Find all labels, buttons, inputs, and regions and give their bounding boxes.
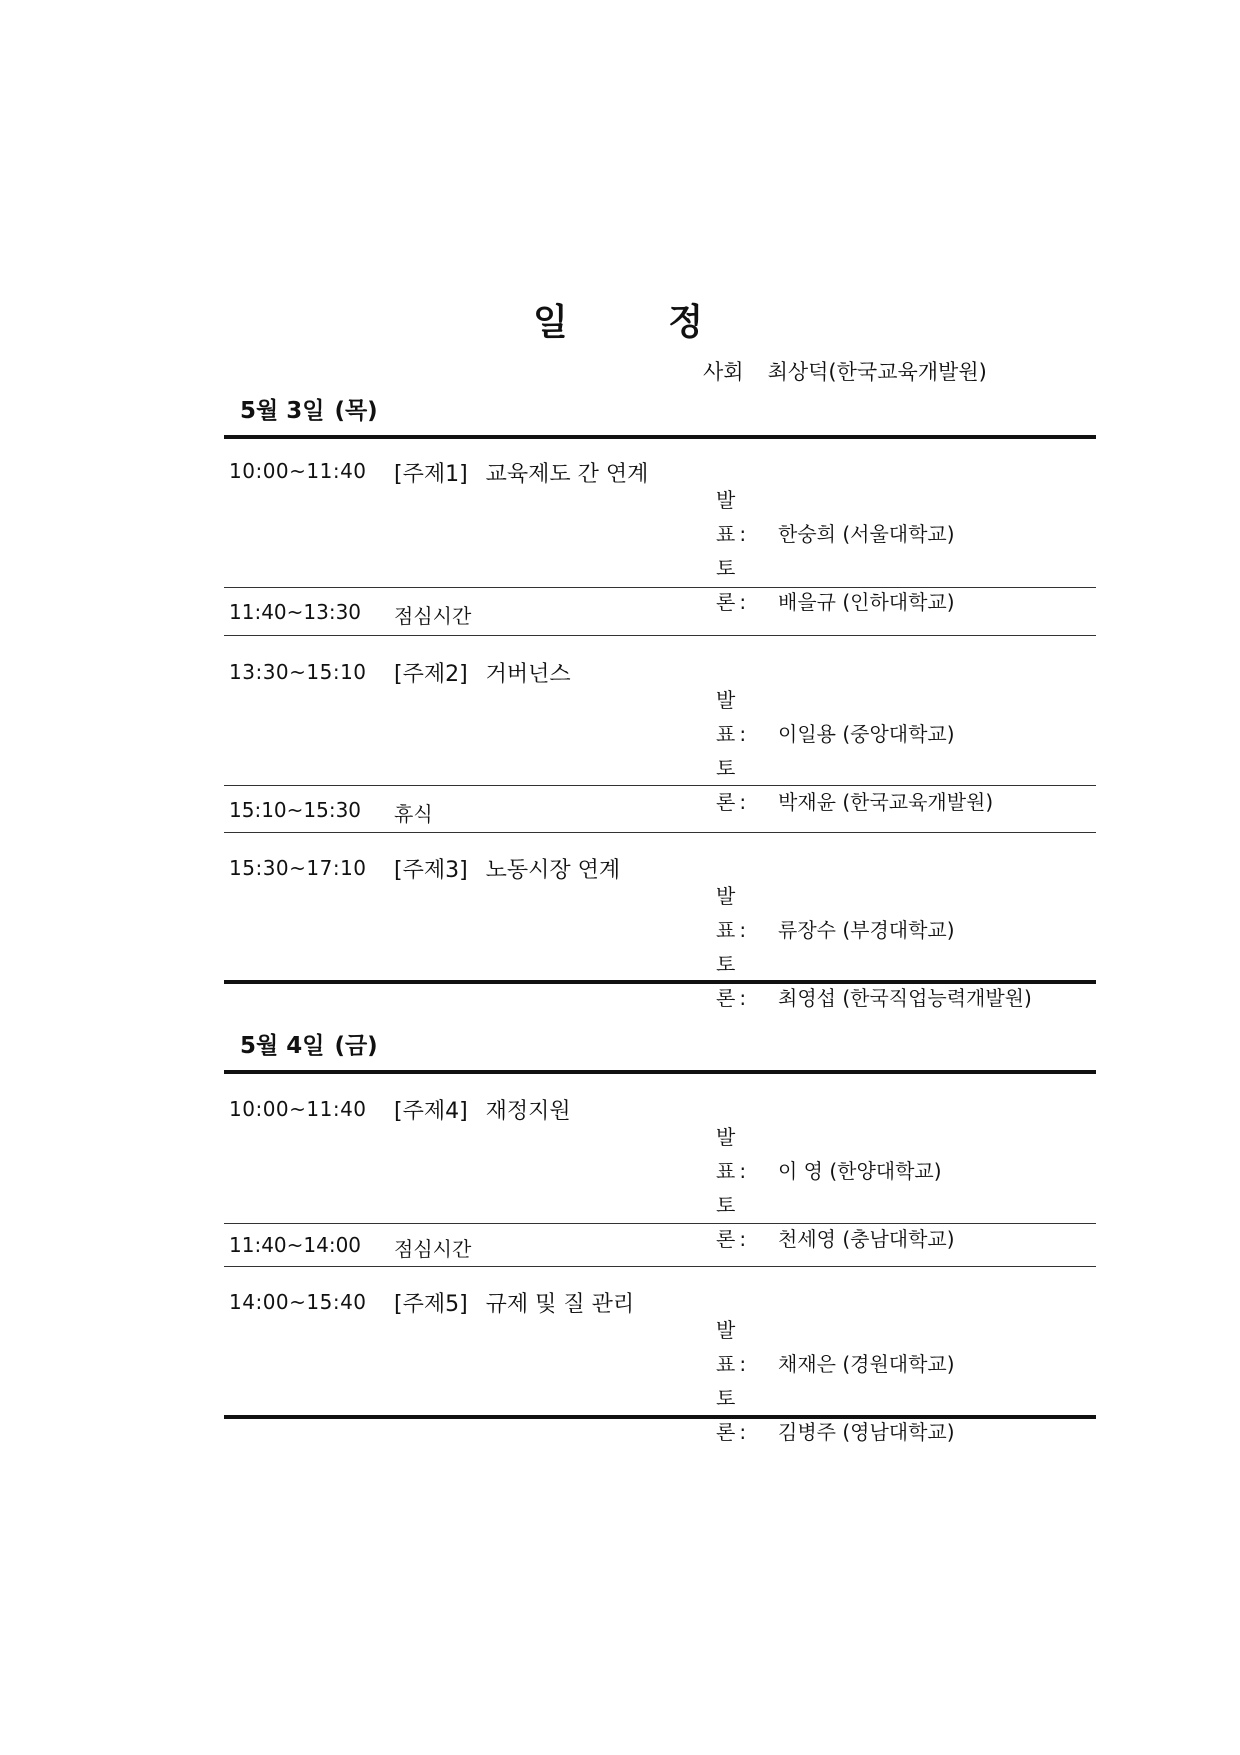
presenter-name: 류장수 (부경대학교): [778, 918, 955, 942]
discussant-line: [716, 947, 1032, 1015]
day-header: [224, 1030, 1096, 1070]
moderator: [703, 358, 987, 386]
presenter-role: 발 표:: [716, 688, 751, 746]
topic-title: 규제 및 질 관리: [485, 1292, 635, 1317]
session-row: [224, 833, 1096, 1010]
topic-tag: [주제3]: [394, 858, 468, 883]
break-row: [224, 1224, 1096, 1266]
discussant-role: 토 론:: [716, 756, 751, 814]
session-topic: [394, 1287, 634, 1318]
presenter-line: [716, 683, 993, 751]
topic-title: 거버넌스: [485, 662, 571, 687]
presenter-line: [716, 1313, 955, 1381]
discussant-name: 최영섭 (한국직업능력개발원): [778, 986, 1032, 1010]
day-schedule-1: [224, 395, 1096, 1010]
break-time: 11:40~14:00: [229, 1233, 362, 1257]
moderator-label: 사회: [703, 360, 744, 384]
day-weekday: (금): [334, 1033, 378, 1059]
topic-tag: [주제4]: [394, 1099, 468, 1124]
discussant-name: 천세영 (충남대학교): [778, 1227, 955, 1251]
presenter-role: 발 표:: [716, 1125, 751, 1183]
day-date: 5월 3일: [240, 398, 325, 424]
presenter-name: 한숭희 (서울대학교): [778, 522, 955, 546]
discussant-role: 토 론:: [716, 952, 751, 1010]
presenter-line: [716, 879, 1032, 947]
session-time: 13:30~15:10: [229, 660, 367, 684]
session-time: 10:00~11:40: [229, 459, 367, 483]
session-topic: [394, 657, 571, 688]
break-row: [224, 588, 1096, 635]
presenter-name: 이일용 (중앙대학교): [778, 722, 955, 746]
presenter-line: [716, 1120, 955, 1188]
break-row: [224, 786, 1096, 832]
session-row: [224, 1267, 1096, 1444]
session-topic: [394, 1094, 571, 1125]
section-bottom-rule: [224, 1415, 1096, 1419]
topic-tag: [주제2]: [394, 662, 468, 687]
presenter-role: 발 표:: [716, 488, 751, 546]
break-label: 점심시간: [394, 604, 472, 628]
discussant-line: [716, 1381, 955, 1449]
session-time: 15:30~17:10: [229, 856, 367, 880]
topic-title: 재정지원: [485, 1099, 571, 1124]
break-time: 15:10~15:30: [229, 798, 362, 822]
presenter-line: [716, 483, 955, 551]
break-time: 11:40~13:30: [229, 600, 362, 624]
presenter-name: 채재은 (경원대학교): [778, 1352, 955, 1376]
topic-title: 노동시장 연계: [485, 858, 621, 883]
discussant-name: 박재윤 (한국교육개발원): [778, 790, 994, 814]
presenter-name: 이 영 (한양대학교): [778, 1159, 942, 1183]
moderator-name: 최상덕(한국교육개발원): [767, 360, 987, 384]
page-title: 일 정: [532, 302, 748, 343]
discussant-role: 토 론:: [716, 1193, 751, 1251]
discussant-name: 배을규 (인하대학교): [778, 590, 955, 614]
presenter-role: 발 표:: [716, 1318, 751, 1376]
topic-tag: [주제5]: [394, 1292, 468, 1317]
session-people: [716, 1313, 955, 1449]
day-date: 5월 4일: [240, 1033, 325, 1059]
session-topic: [394, 853, 620, 884]
day-header: [224, 395, 1096, 435]
discussant-name: 김병주 (영남대학교): [778, 1420, 955, 1444]
break-label: 점심시간: [394, 1237, 472, 1261]
session-time: 14:00~15:40: [229, 1290, 367, 1314]
session-people: [716, 879, 1032, 1015]
topic-title: 교육제도 간 연계: [485, 462, 649, 487]
discussant-role: 토 론:: [716, 556, 751, 614]
session-topic: [394, 457, 648, 488]
discussant-role: 토 론:: [716, 1386, 751, 1444]
break-label: 휴식: [394, 802, 433, 826]
day-weekday: (목): [334, 398, 378, 424]
topic-tag: [주제1]: [394, 462, 468, 487]
session-time: 10:00~11:40: [229, 1097, 367, 1121]
day-schedule-2: [224, 1030, 1096, 1444]
presenter-role: 발 표:: [716, 884, 751, 942]
